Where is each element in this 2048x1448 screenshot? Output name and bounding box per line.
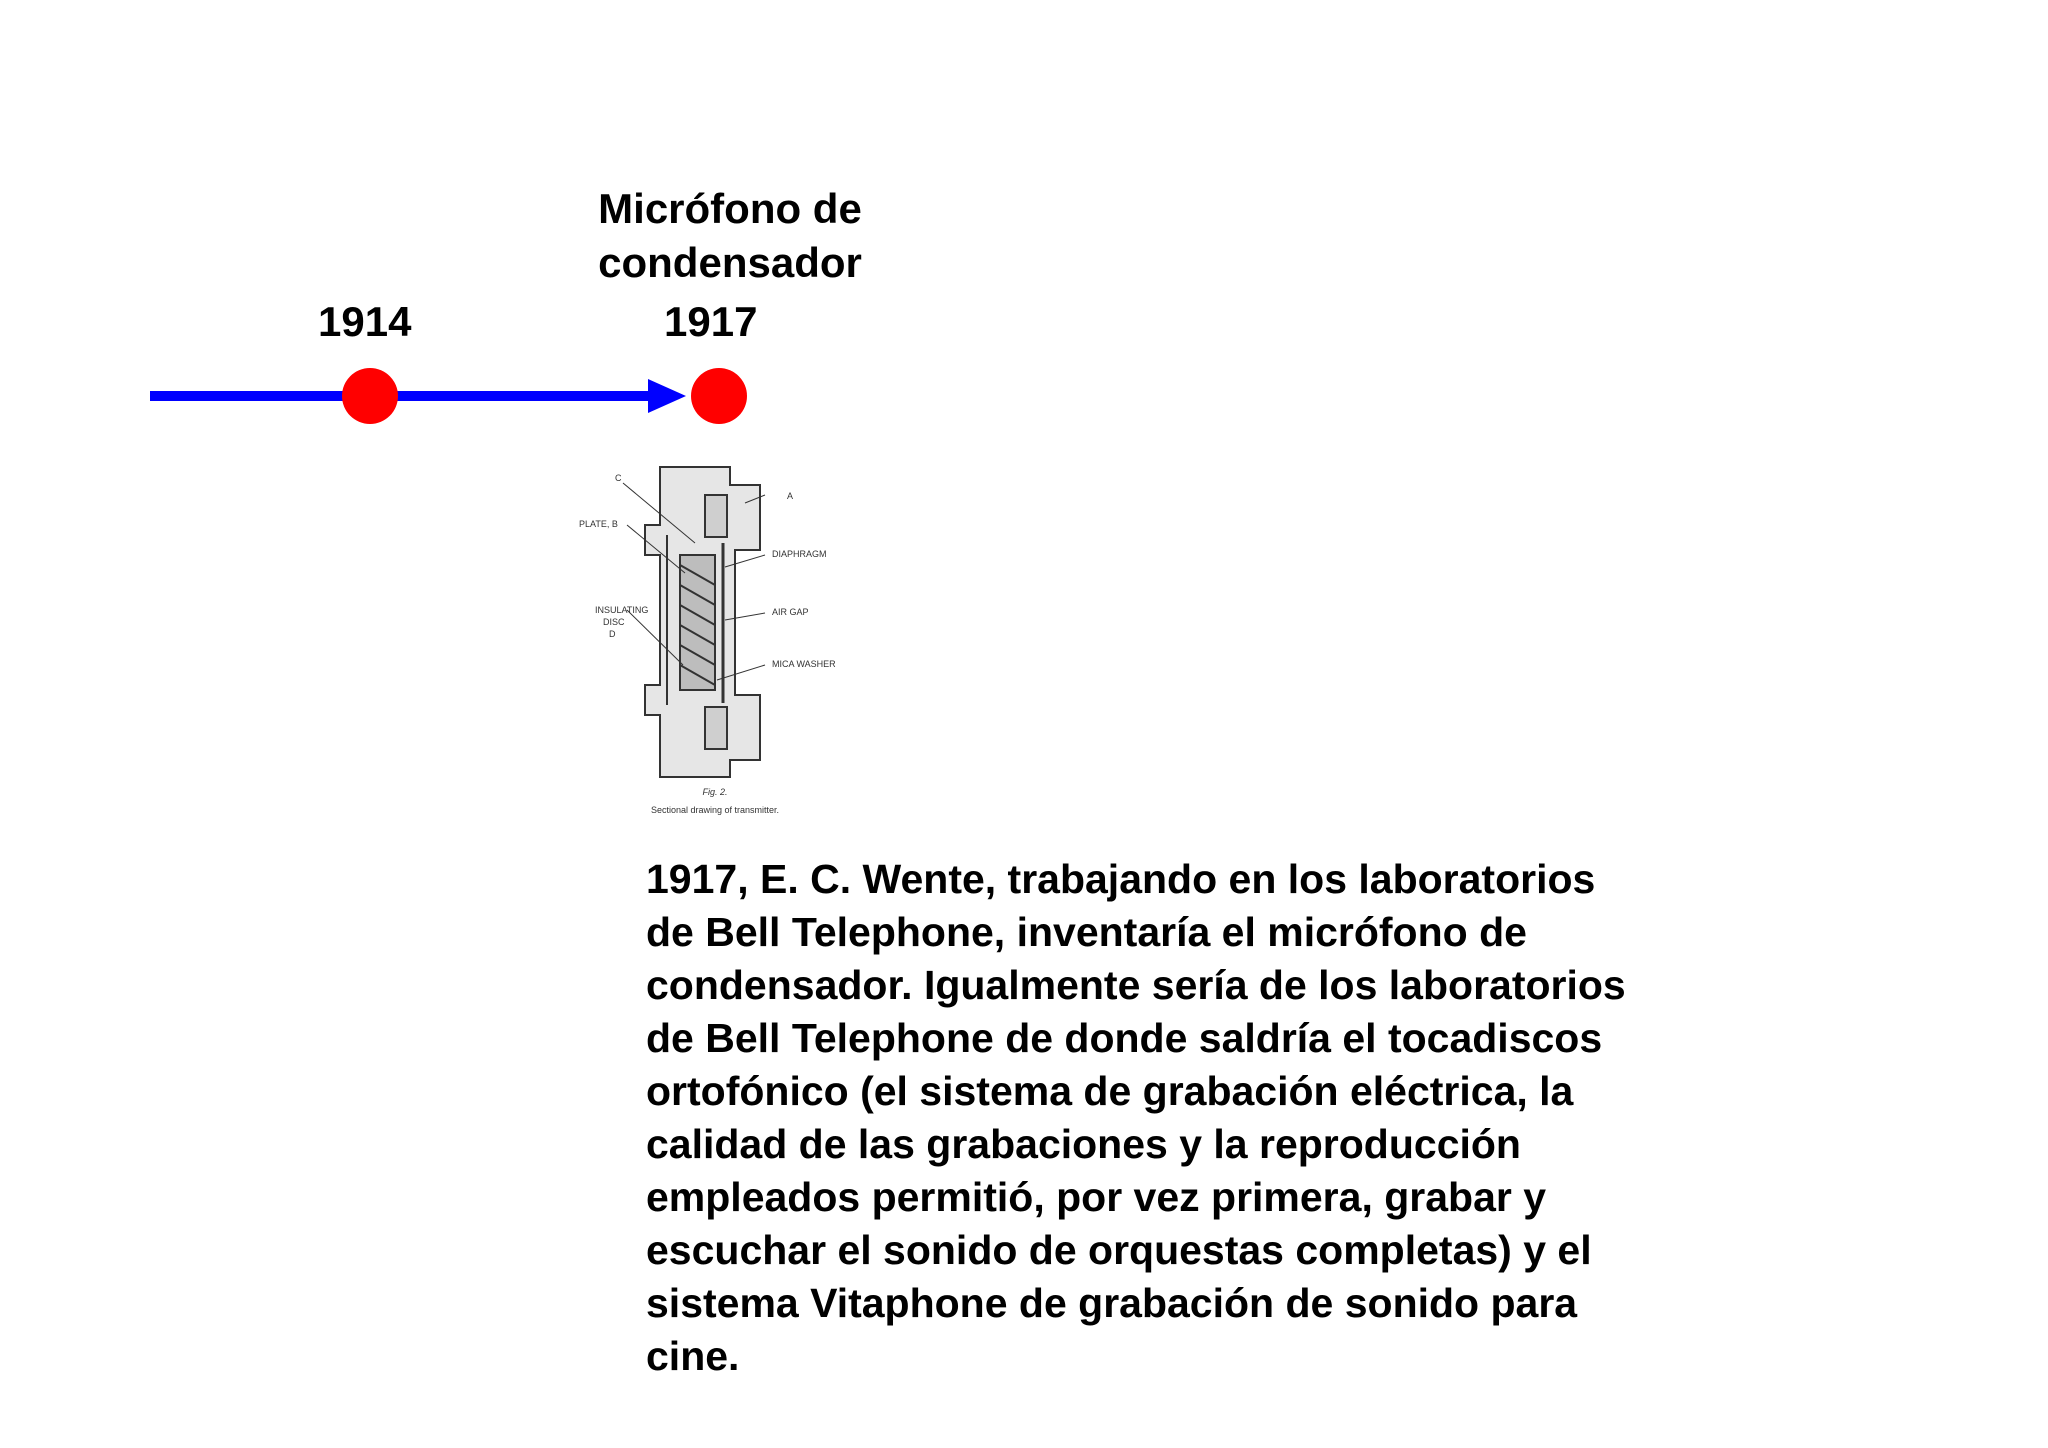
figure-label-air-gap: AIR GAP (772, 607, 809, 617)
figure-label-insulating: INSULATING (595, 605, 649, 615)
microphone-cross-section-icon (565, 455, 865, 825)
description-line: 1917, E. C. Wente, trabajando en los laboratorios (646, 856, 1596, 902)
figure-label-disc: DISC (603, 617, 625, 627)
timeline-marker-1917 (691, 368, 747, 424)
description-paragraph (646, 853, 1826, 1383)
description-line: cine. (646, 1333, 740, 1379)
figure-label-mica-washer: MICA WASHER (772, 659, 836, 669)
year-label-1917: 1917 (664, 298, 758, 345)
figure-label-fig: Fig. 2. (702, 787, 728, 797)
description-line: calidad de las grabaciones y la reproducción (646, 1121, 1521, 1167)
year-label-1914: 1914 (318, 298, 412, 345)
description-line: condensador. Igualmente sería de los laboratorios (646, 962, 1626, 1008)
timeline (0, 0, 2048, 460)
event-title-line-1: Micrófono de (598, 185, 862, 232)
figure-label-a: A (787, 491, 794, 501)
timeline-marker-1914 (342, 368, 398, 424)
condenser-microphone-figure (565, 455, 865, 825)
figure-label-c: C (615, 473, 622, 483)
description-line: escuchar el sonido de orquestas completas) y el (646, 1227, 1592, 1273)
description-line: de Bell Telephone de donde saldría el tocadiscos (646, 1015, 1603, 1061)
description-line: de Bell Telephone, inventaría el micrófono de (646, 909, 1527, 955)
figure-label-diaphragm: DIAPHRAGM (772, 549, 827, 559)
timeline-arrow-head (648, 379, 686, 413)
figure-label-plate: PLATE, B (579, 519, 618, 529)
description-line: empleados permitió, por vez primera, grabar y (646, 1174, 1547, 1220)
figure-caption: Sectional drawing of transmitter. (650, 805, 780, 815)
description-line: ortofónico (el sistema de grabación eléctrica, la (646, 1068, 1574, 1114)
figure-label-d: D (609, 629, 616, 639)
event-title-line-2: condensador (598, 239, 862, 286)
description-line: sistema Vitaphone de grabación de sonido para (646, 1280, 1578, 1326)
